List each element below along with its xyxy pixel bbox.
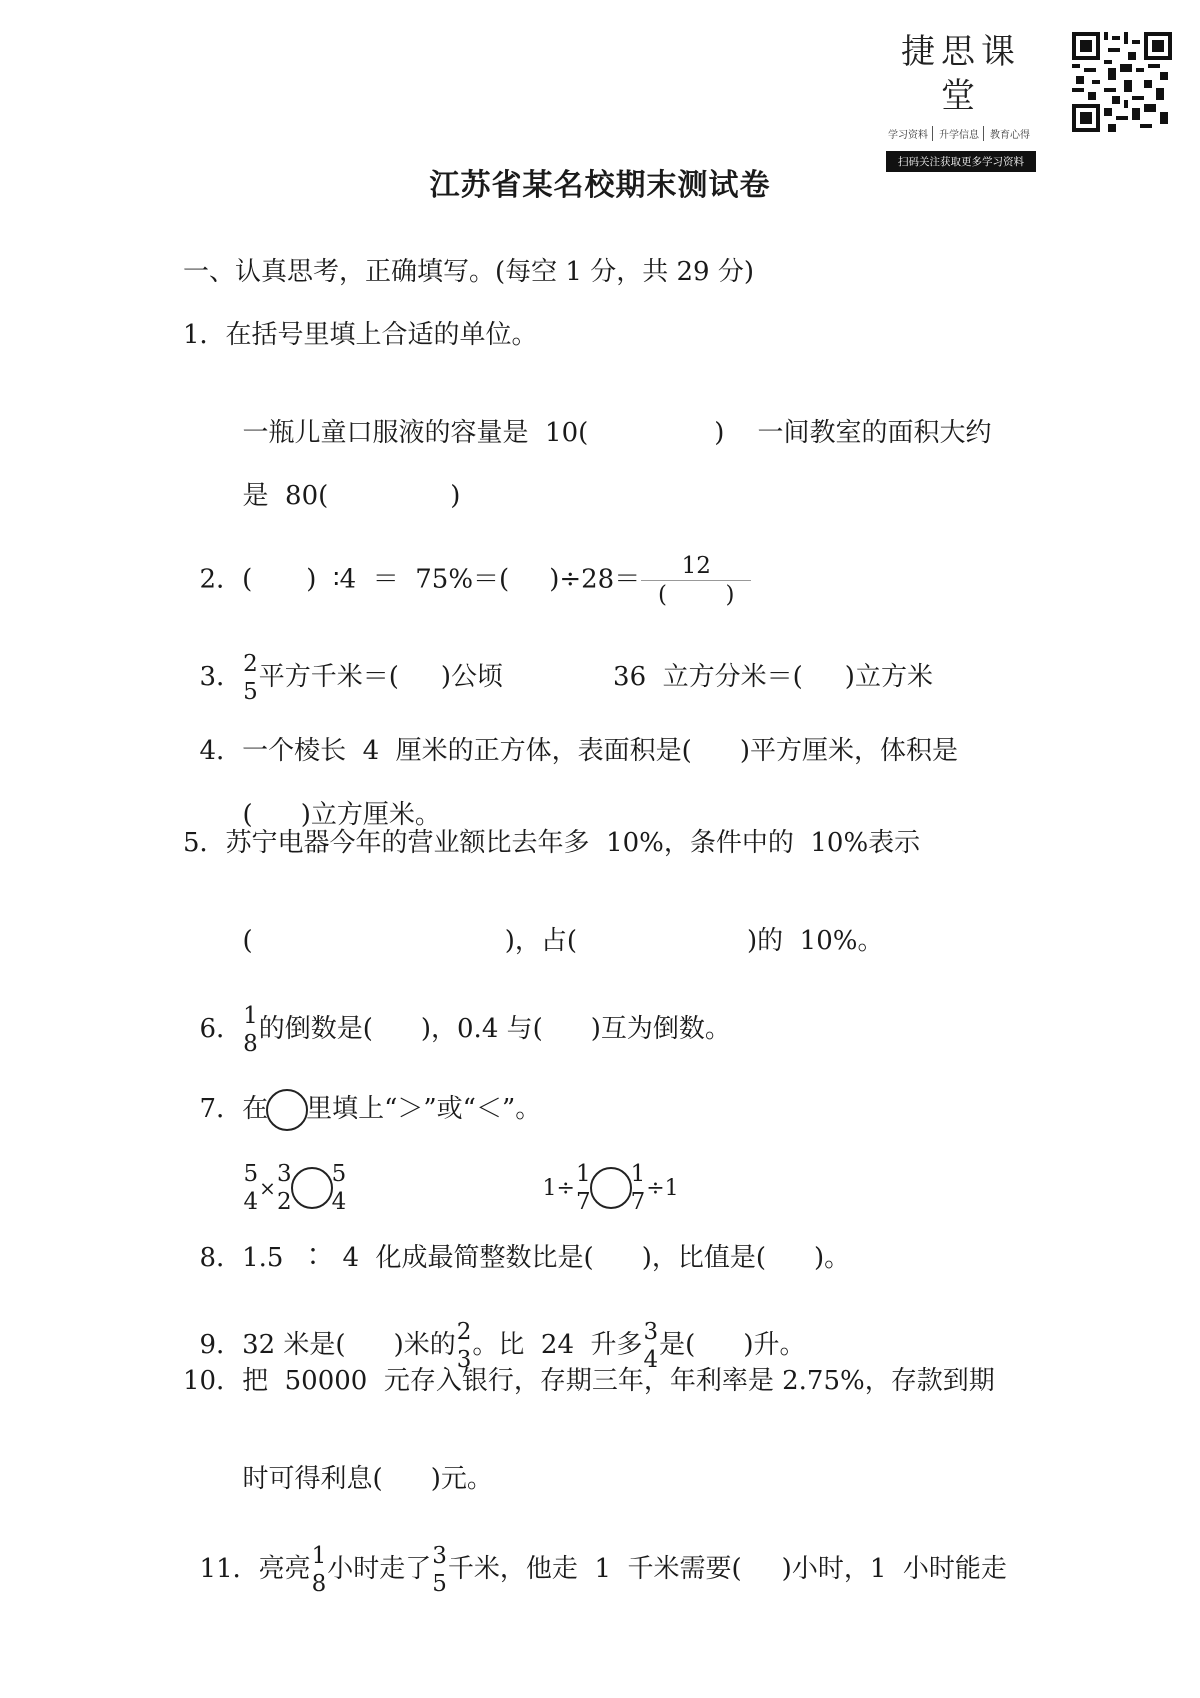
text: 11．亮亮 [199,1554,311,1584]
compare-circle-icon [266,1089,308,1131]
text: )的 10%。 [746,926,884,956]
fraction [243,1002,258,1058]
fraction [243,650,258,706]
text: 时可得利息( [242,1464,383,1494]
question-11 [183,1508,1007,1598]
text: )互为倒数。 [590,1014,731,1044]
question-1-heading: 1．在括号里填上合适的单位。 [183,320,538,350]
question-7 [183,1055,541,1131]
fraction [312,1542,327,1598]
question-7-right-expression [526,1126,679,1216]
denominator: 8 [243,1031,258,1057]
text: )平方厘米，体积是 [739,736,958,766]
denominator: 2 [276,1189,292,1215]
text: 3． [199,662,243,692]
text: ) [450,481,461,511]
denominator: 8 [311,1571,327,1597]
numerator: 2 [456,1319,472,1345]
text: 千米，他走 1 千米需要( [447,1554,742,1584]
text: 2．( [199,564,253,595]
numerator: 3 [643,1319,659,1345]
denominator: 4 [243,1189,259,1215]
denominator: 4 [331,1189,347,1215]
text: 小时走了 [327,1554,432,1584]
text: 6． [199,1014,243,1044]
numerator: 5 [331,1161,347,1187]
fraction [641,552,751,609]
operator: × [259,1176,276,1200]
text: )米的 [393,1330,456,1360]
text: 平方千米＝( [258,662,399,692]
text: ( [242,800,253,830]
section-heading: 一、认真思考，正确填写。(每空 1 分，共 29 分) [183,257,754,287]
text: )，比值是( [641,1243,766,1273]
text: )立方米 [844,662,933,692]
text: ( [242,926,253,956]
numerator: 3 [432,1543,447,1569]
denominator: 5 [432,1571,447,1597]
brand-tags [886,126,1036,141]
text: 是 80( [242,481,329,511]
text: 1÷ [542,1176,575,1201]
numerator: 1 [311,1543,327,1569]
text: )小时，1 小时能走 [781,1554,1007,1584]
text: )立方厘米。 [300,800,441,830]
brand-bar: 扫码关注获取更多学习资料 [886,151,1036,172]
denominator[interactable]: ( ) [658,582,735,608]
text: 的倒数是( [258,1014,373,1044]
text: 7．在 [199,1094,269,1124]
brand-tag: 教育心得 [990,130,1030,141]
brand-title: 捷思课堂 [901,32,1021,116]
text: )升。 [743,1330,806,1360]
text: )元。 [430,1464,493,1494]
text: 是( [659,1330,696,1360]
brand-tag: 学习资料 [888,126,933,141]
document-title: 江苏省某名校期末测试卷 [429,168,771,203]
text: )，占( [504,926,577,956]
text: 4．一个棱长 4 厘米的正方体，表面积是( [199,736,692,766]
numerator: 2 [243,651,258,677]
numerator: 5 [243,1161,259,1187]
answer-circle[interactable] [590,1167,632,1209]
question-5-line-1: 5．苏宁电器今年的营业额比去年多 10%，条件中的 10%表示 [183,828,921,858]
question-4-line-1 [183,700,958,768]
denominator: 7 [575,1189,591,1215]
fraction [432,1542,447,1598]
brand-tag: 升学信息 [939,126,984,141]
text: 8．1.5 ∶ 4 化成最简整数比是( [199,1243,594,1273]
numerator: 1 [630,1161,646,1187]
numerator: 1 [575,1161,591,1187]
numerator: 12 [641,552,751,581]
answer-circle[interactable] [291,1167,333,1209]
text: 一瓶儿童口服液的容量是 10( [242,418,589,448]
denominator: 7 [630,1189,646,1215]
question-9 [183,1284,805,1374]
text: 。比 24 升多 [472,1330,643,1360]
denominator: 5 [243,679,258,705]
denominator: 4 [643,1347,659,1373]
question-1-line-1 [226,382,992,450]
denominator: 3 [456,1347,472,1373]
text: ) 一间教室的面积大约 [714,418,992,448]
text: )，0.4 与( [420,1014,543,1044]
question-2 [183,518,752,609]
text: )÷28＝ [549,564,641,595]
numerator: 3 [276,1161,292,1187]
question-8 [183,1207,850,1275]
qr-code-icon[interactable] [1072,32,1172,132]
question-10-line-1: 10．把 50000 元存入银行，存期三年，年利率是 2.75%，存款到期 [183,1366,995,1396]
text: 里填上“＞”或“＜”。 [306,1094,542,1124]
question-3 [183,616,933,706]
text: ) ∶4 ＝ 75%＝( [306,564,510,595]
question-5-line-2 [226,890,883,958]
numerator: 1 [243,1003,258,1029]
brand-block [886,30,1036,172]
text: 9．32 米是( [199,1330,346,1360]
question-6 [183,968,731,1058]
question-4-line-2 [226,764,441,832]
question-1-line-2 [226,445,460,513]
text: )。 [814,1243,851,1273]
question-10-line-2 [226,1428,493,1496]
text: ÷1 [646,1176,679,1201]
text: 36 立方分米＝( [613,662,803,692]
text: )公顷 [440,662,504,692]
question-7-left-expression [226,1126,347,1216]
